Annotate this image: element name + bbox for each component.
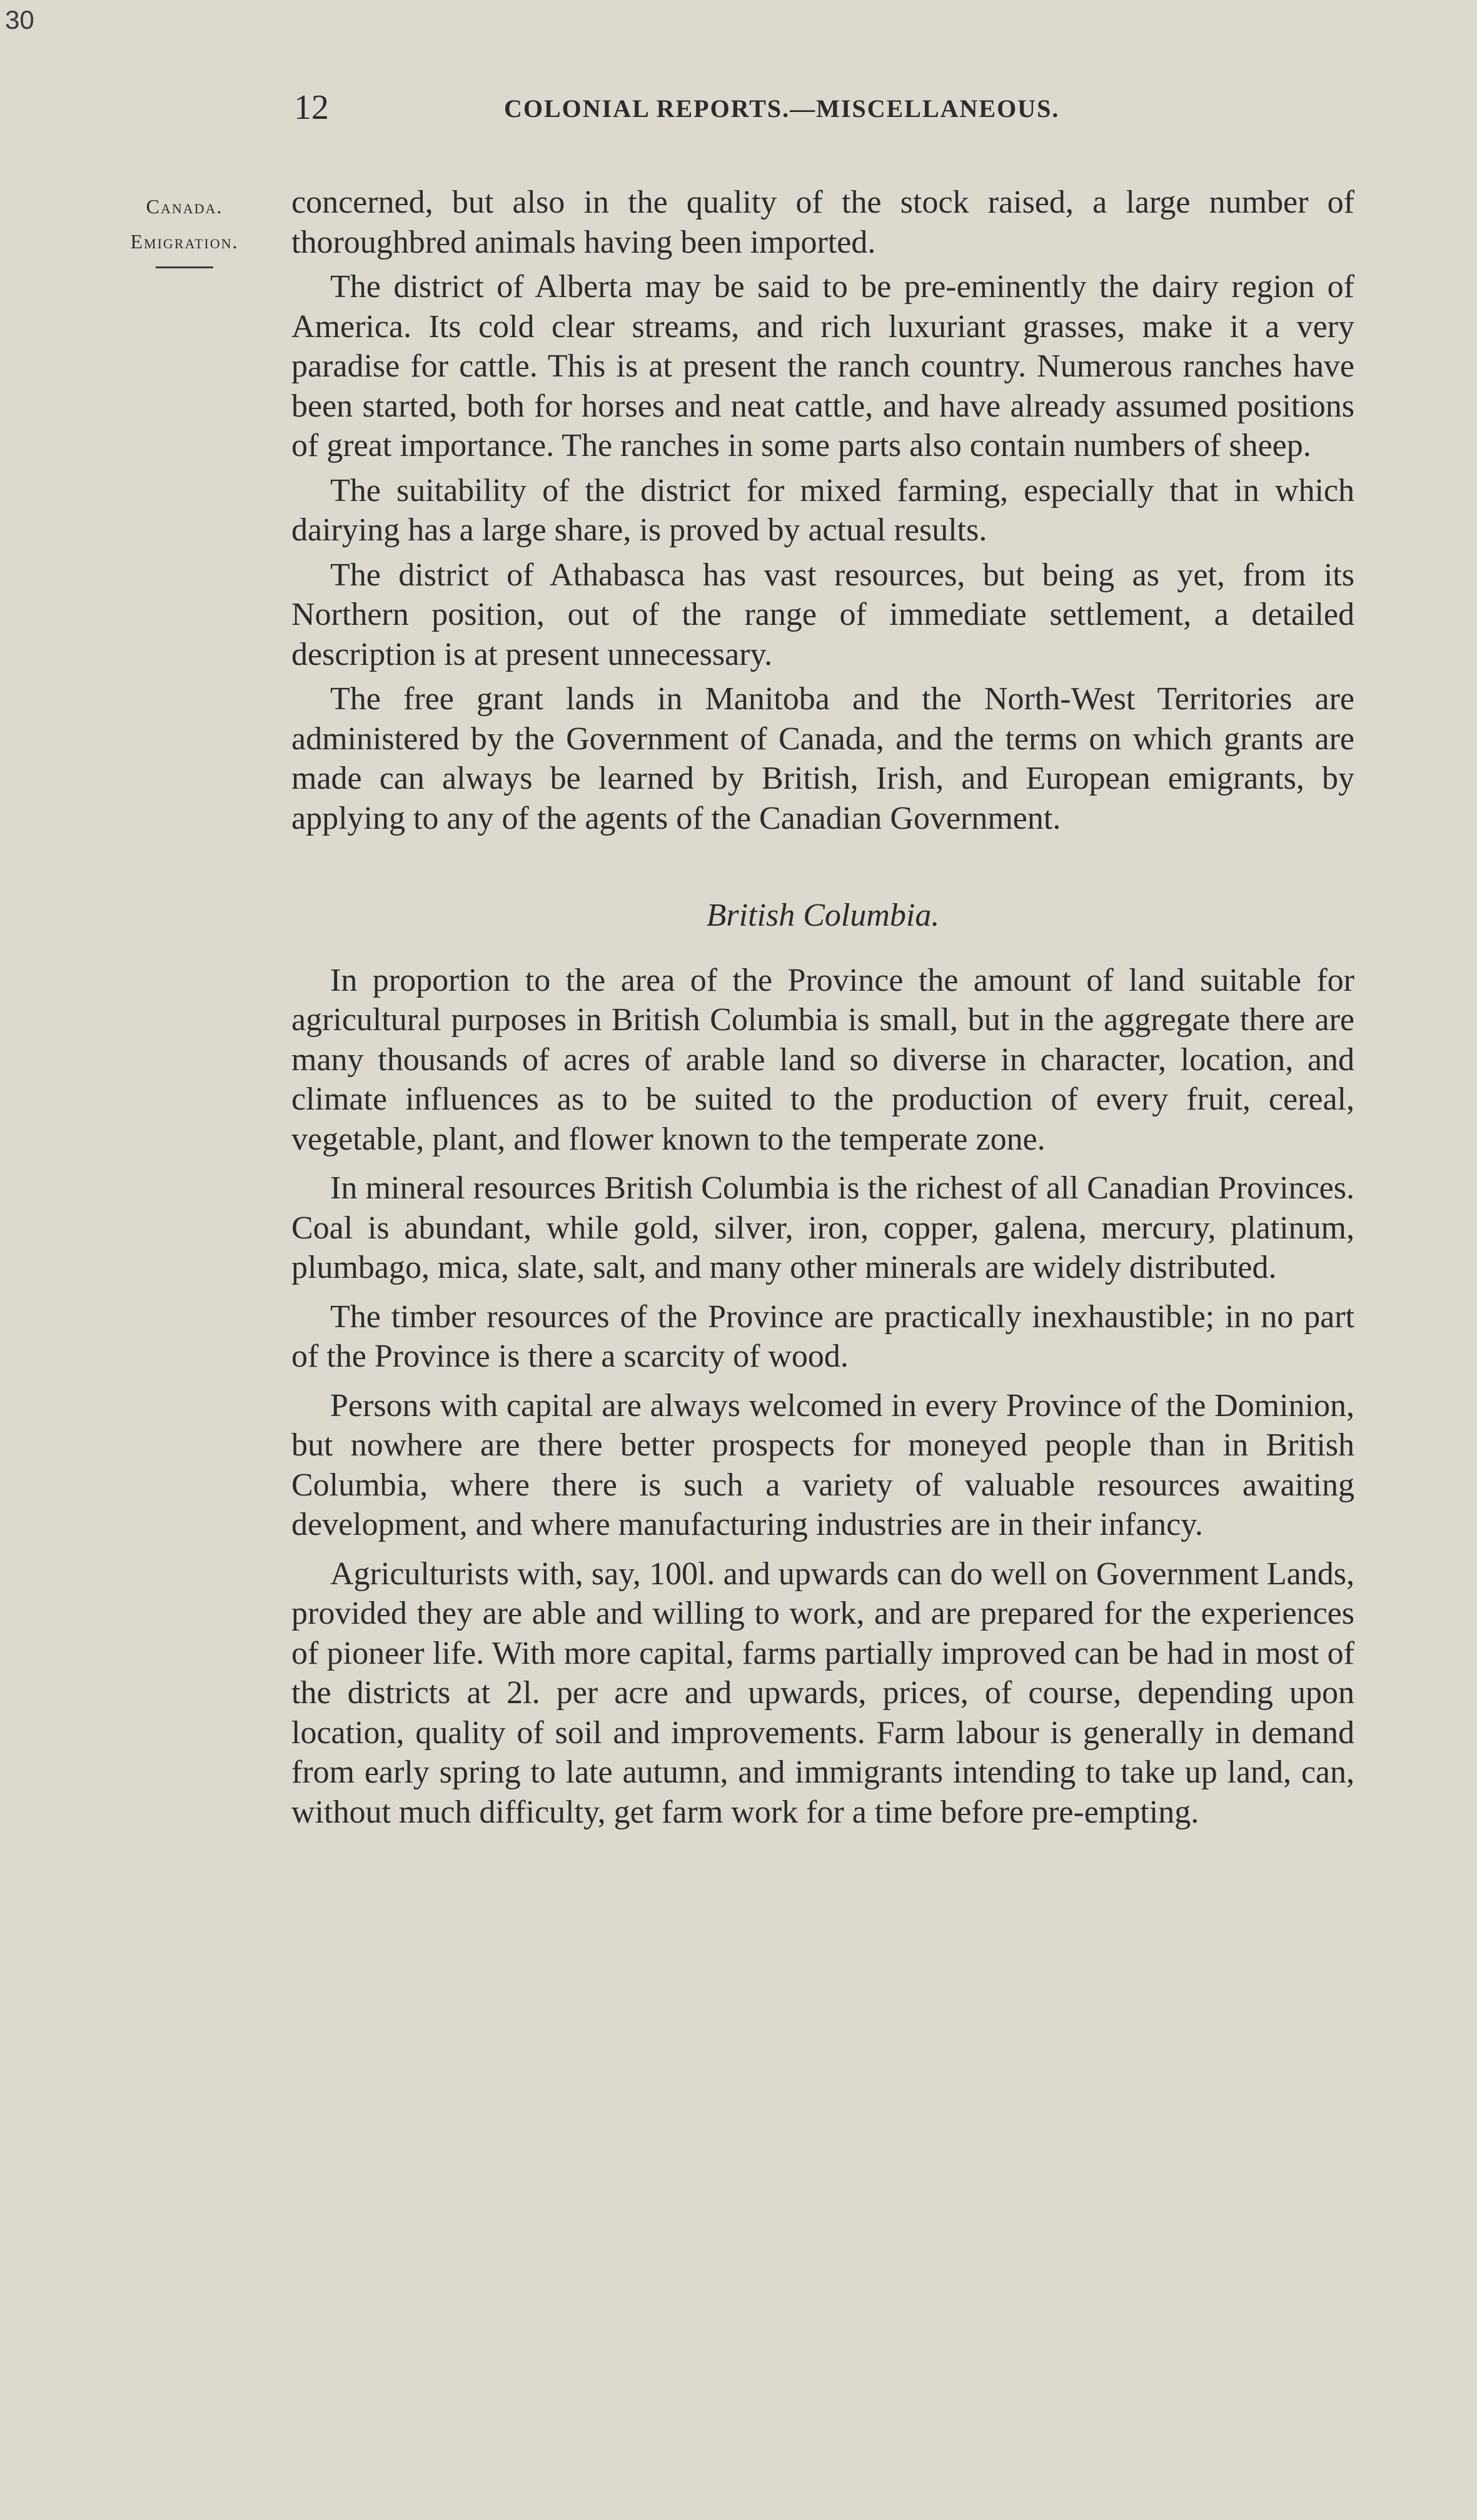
body-text xyxy=(291,183,1354,1832)
british-columbia-section xyxy=(291,961,1354,1833)
paragraph-athabasca: The district of Athabasca has vast resources, but being as yet, from its Northern position, out of the range of immediate settlement, a detailed description is at present unnecessary. xyxy=(291,557,1354,672)
paragraph-mixed-farming: The suitability of the district for mixed farming, especially that in which dairying has a large share, is proved by actual results. xyxy=(291,472,1354,548)
paragraph-land: In proportion to the area of the Province the amount of land suitable for agricultural purposes in British Columbia is small, but in the aggregate there are many thousands of acres of arable land so diverse in character, location, and climate influences as to be suited to the production of every fruit, cereal, vegetable, plant, and flower known to the temperate zone. xyxy=(291,962,1354,1157)
paragraph-free-grant-lands: The free grant lands in Manitoba and the North-West Territories are administered by the Government of Canada, and the terms on which grants are made can always be learned by British, Irish, and European emigrants, by applying to any of the agents of the Canadian Government. xyxy=(291,681,1354,836)
margin-note xyxy=(94,189,275,268)
margin-note-topic: Emigration. xyxy=(130,230,239,253)
section-heading: British Columbia. xyxy=(706,898,940,933)
margin-note-country: Canada. xyxy=(146,195,223,218)
running-title: COLONIAL REPORTS.—MISCELLANEOUS. xyxy=(504,94,1060,123)
page-number: 12 xyxy=(294,88,329,127)
margin-divider xyxy=(156,266,213,268)
paragraph-timber: The timber resources of the Province are practically inexhaustible; in no part of the Province is there a scarcity of wood. xyxy=(291,1298,1354,1374)
paragraph-minerals: In mineral resources British Columbia is the richest of all Canadian Provinces. Coal is abundant, while gold, silver, iron, copper, galena, mercury, platinum, plumbago, mica, slate, salt, and many other minerals are widely distributed. xyxy=(291,1170,1354,1285)
paragraph-agriculturists: Agriculturists with, say, 100l. and upwards can do well on Government Lands, provided they are able and willing to work, and are prepared for the experiences of pioneer life. With more capital, farms partially improved can be had in most of the districts at 2l. per acre and upwards, prices, of course, depending upon location, quality of soil and improvements. Farm labour is generally in demand from early spring to late autumn, and immigrants intending to take up land, can, without much difficulty, get farm work for a time before pre-empting. xyxy=(291,1556,1354,1830)
paragraph-continuation: concerned, but also in the quality of the stock raised, a large number of thoroughbred animals having been imported. xyxy=(291,185,1354,260)
scan-page-number: 30 xyxy=(5,5,34,34)
paragraph-capital: Persons with capital are always welcomed in every Province of the Dominion, but nowhere are there better prospects for moneyed people than in British Columbia, where there is such a variety of valuable resources awaiting development, and where manufacturing industries are in their infancy. xyxy=(291,1387,1354,1542)
paragraph-alberta: The district of Alberta may be said to be pre-eminently the dairy region of America. Its cold clear streams, and rich luxuriant grasses, make it a very paradise for cattle. This is at present the ranch country. Numerous ranches have been started, both for horses and neat cattle, and have already assumed positions of great importance. The ranches in some parts also contain numbers of sheep. xyxy=(291,269,1354,463)
